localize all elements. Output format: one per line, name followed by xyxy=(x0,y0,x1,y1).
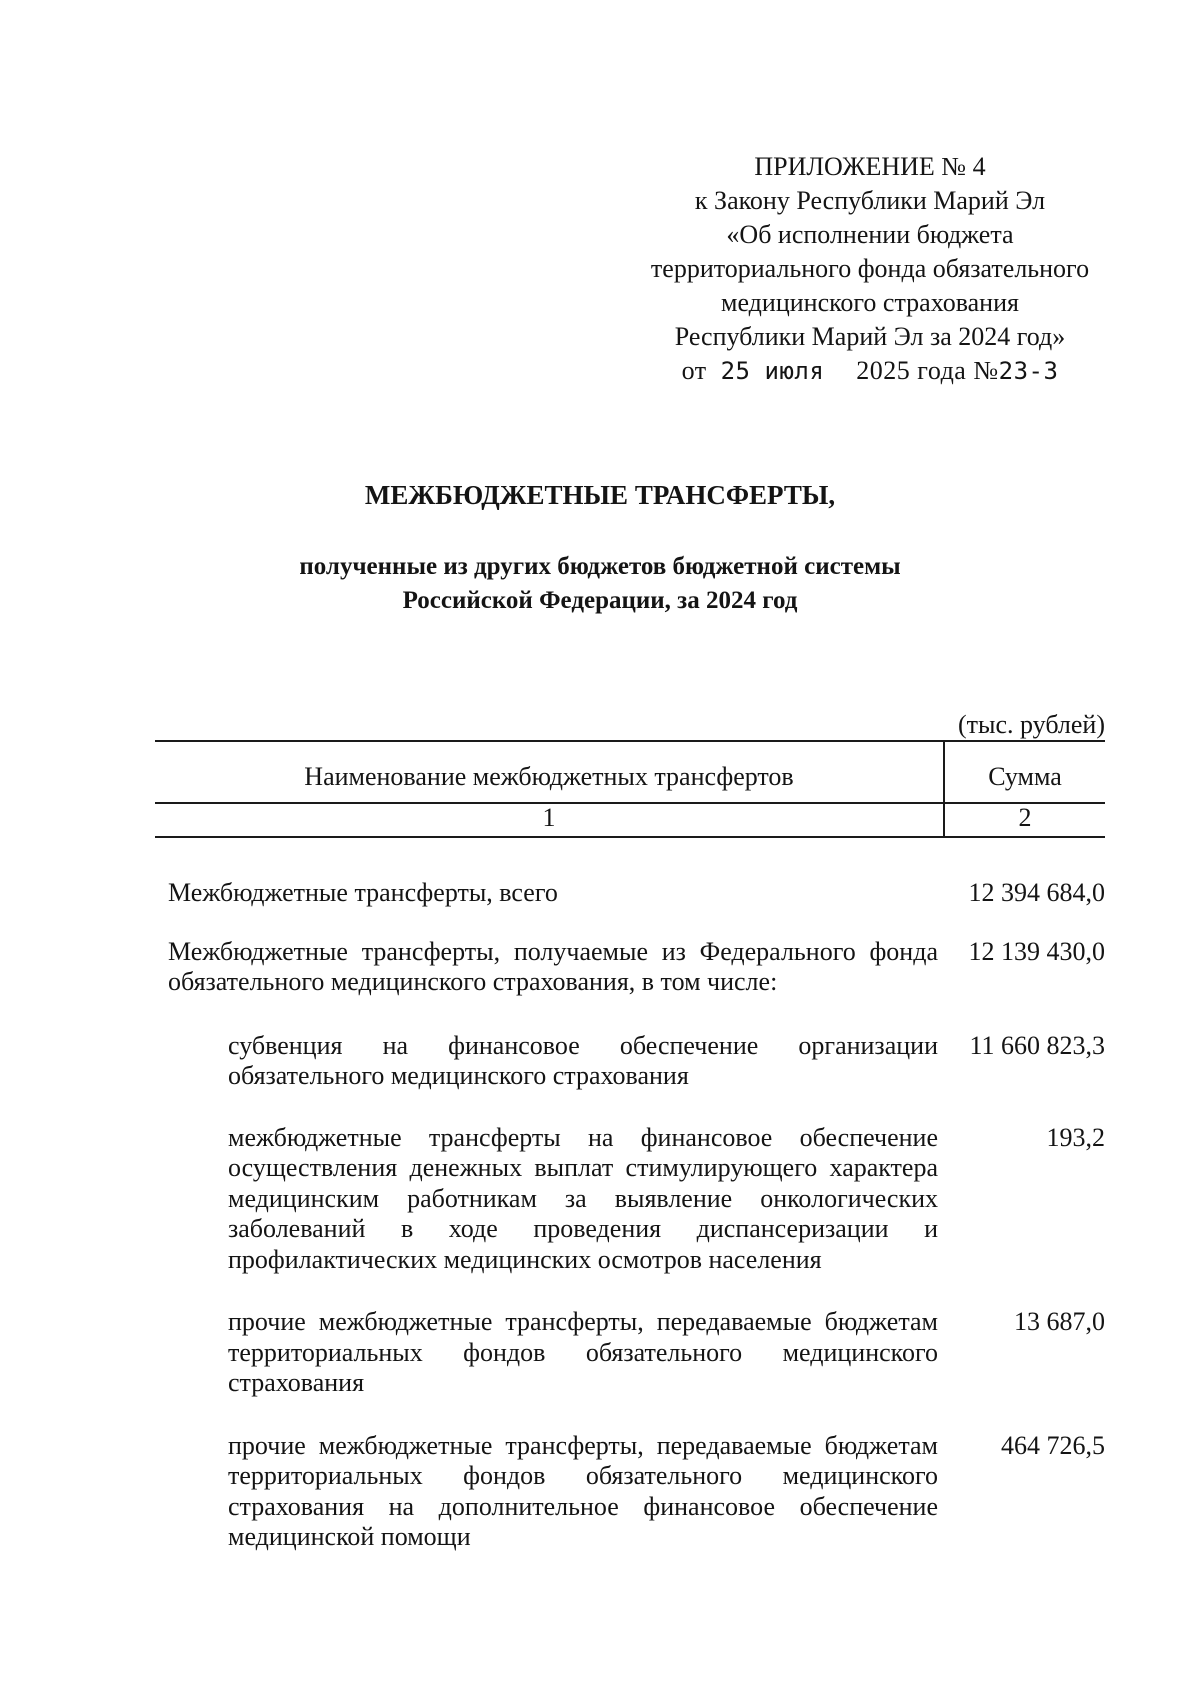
row-name: прочие межбюджетные трансферты, передаваемые бюджетам территориальных фондов обязательного медицинского страхования xyxy=(228,1307,938,1397)
document-title: МЕЖБЮДЖЕТНЫЕ ТРАНСФЕРТЫ, xyxy=(364,480,836,510)
appendix-law-reference: к Закону Республики Марий Эл xyxy=(694,186,1046,215)
appendix-law-name-3: медицинского страхования xyxy=(721,288,1019,317)
row-amount: 11 660 823,3 xyxy=(969,1030,1105,1060)
date-month: июля xyxy=(764,357,825,385)
appendix-law-name-1: «Об исполнении бюджета xyxy=(726,220,1014,249)
document-subtitle xyxy=(0,550,1200,618)
row-amount: 13 687,0 xyxy=(1014,1307,1105,1336)
subtitle-line-1: полученные из других бюджетов бюджетной системы xyxy=(299,553,901,580)
header-top-rule xyxy=(155,740,1105,742)
header-amount: Сумма xyxy=(988,762,1062,791)
row-amount: 193,2 xyxy=(1046,1122,1105,1152)
table-row xyxy=(168,1431,1105,1553)
table-row xyxy=(168,1307,1105,1399)
table-row xyxy=(168,878,1105,909)
row-name: Межбюджетные трансферты, всего xyxy=(168,878,558,907)
table-body xyxy=(168,878,1105,1553)
appendix-law-name-4: Республики Марий Эл за 2024 год» xyxy=(674,322,1066,351)
row-amount: 12 139 430,0 xyxy=(968,936,1105,966)
column-number-2: 2 xyxy=(1018,803,1032,832)
subtitle-line-2: Российской Федерации, за 2024 год xyxy=(402,587,798,614)
appendix-header xyxy=(560,150,1180,388)
law-number: 23-З xyxy=(998,357,1059,385)
units-label: (тыс. рублей) xyxy=(957,710,1105,739)
date-prefix: от xyxy=(681,356,707,385)
row-amount: 12 394 684,0 xyxy=(968,878,1105,907)
table-row xyxy=(168,1031,1105,1092)
row-name: прочие межбюджетные трансферты, передаваемые бюджетам территориальных фондов обязательного медицинского страхования на дополнительное финансовое обеспечение медицинской помощи xyxy=(228,1430,938,1551)
column-number-1: 1 xyxy=(542,803,556,832)
row-name: межбюджетные трансферты на финансовое обеспечение осуществления денежных выплат стимулирующего характера медицинским работникам за выявление онкологических заболеваний в ходе проведения диспансеризации и профилактических медицинских осмотров населения xyxy=(228,1122,938,1274)
date-year: 2025 года № xyxy=(856,356,999,385)
appendix-title: ПРИЛОЖЕНИЕ № 4 xyxy=(754,152,986,181)
appendix-law-name-2: территориального фонда обязательного xyxy=(650,254,1090,283)
header-bottom-rule xyxy=(155,836,1105,838)
date-day: 25 xyxy=(720,357,751,385)
table-row xyxy=(168,937,1105,998)
appendix-date-line xyxy=(560,354,1180,388)
row-name: субвенция на финансовое обеспечение организации обязательного медицинского страхования xyxy=(228,1030,938,1090)
table-row xyxy=(168,1123,1105,1276)
header-name: Наименование межбюджетных трансфертов xyxy=(304,762,794,791)
row-amount: 464 726,5 xyxy=(1001,1430,1105,1460)
row-name: Межбюджетные трансферты, получаемые из Федерального фонда обязательного медицинского страхования, в том числе: xyxy=(168,936,938,996)
